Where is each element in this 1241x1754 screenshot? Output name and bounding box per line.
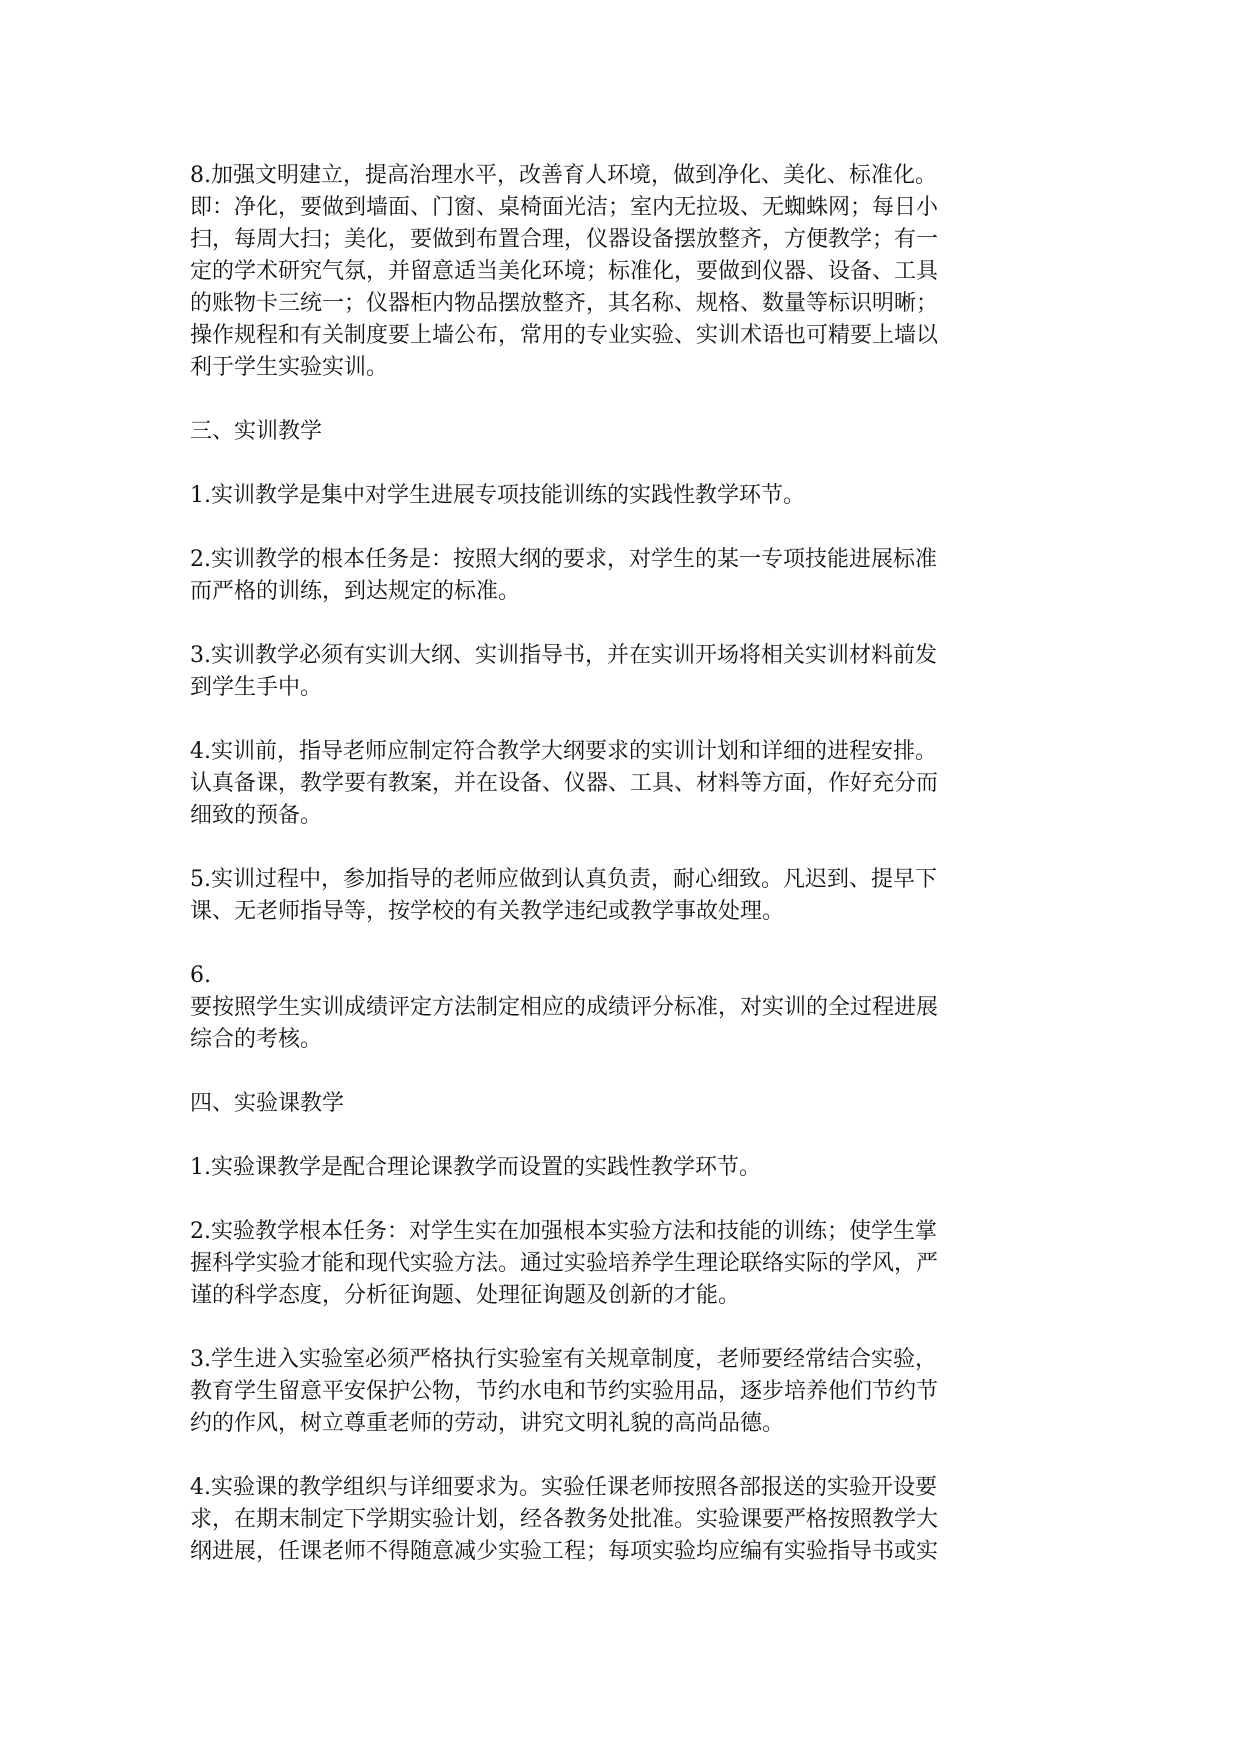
paragraph <box>190 160 1050 384</box>
paragraph <box>190 544 1050 608</box>
text-line: 课、无老师指导等，按学校的有关教学违纪或教学事故处理。 <box>190 899 785 924</box>
text-line: 综合的考核。 <box>190 1027 323 1052</box>
text-line: 扫，每周大扫；美化，要做到布置合理，仪器设备摆放整齐，方便教学；有一 <box>190 227 939 252</box>
text-line: 纲进展，任课老师不得随意减少实验工程；每项实验均应编有实验指导书或实 <box>190 1539 939 1564</box>
paragraph <box>190 480 1050 512</box>
text-line: 细致的预备。 <box>190 803 323 828</box>
text-line: 而严格的训练，到达规定的标准。 <box>190 579 521 604</box>
text-line: 求，在期末制定下学期实验计划，经各教务处批准。实验课要严格按照教学大 <box>190 1507 939 1532</box>
paragraph <box>190 1472 1050 1568</box>
section-heading <box>190 1088 1050 1120</box>
text-line: 定的学术研究气氛，并留意适当美化环境；标准化，要做到仪器、设备、工具 <box>190 259 939 284</box>
text-line: 到学生手中。 <box>190 675 323 700</box>
text-line: 教育学生留意平安保护公物，节约水电和节约实验用品，逐步培养他们节约节 <box>190 1379 939 1404</box>
paragraph <box>190 1152 1050 1184</box>
text-line: 1.实训教学是集中对学生进展专项技能训练的实践性教学环节。 <box>190 483 805 508</box>
text-line: 四、实验课教学 <box>190 1091 345 1116</box>
paragraph <box>190 1216 1050 1312</box>
text-line: 谨的科学态度，分析征询题、处理征询题及创新的才能。 <box>190 1283 741 1308</box>
text-line: 要按照学生实训成绩评定方法制定相应的成绩评分标准，对实训的全过程进展 <box>190 995 939 1020</box>
text-line: 3.实训教学必须有实训大纲、实训指导书，并在实训开场将相关实训材料前发 <box>190 643 937 668</box>
text-line: 2.实训教学的根本任务是：按照大纲的要求，对学生的某一专项技能进展标准 <box>190 547 937 572</box>
text-line: 1.实验课教学是配合理论课教学而设置的实践性教学环节。 <box>190 1155 761 1180</box>
text-line: 2.实验教学根本任务：对学生实在加强根本实验方法和技能的训练；使学生掌 <box>190 1219 937 1244</box>
text-line: 操作规程和有关制度要上墙公布，常用的专业实验、实训术语也可精要上墙以 <box>190 323 939 348</box>
text-line: 利于学生实验实训。 <box>190 355 389 380</box>
paragraph <box>190 1344 1050 1440</box>
text-line: 5.实训过程中，参加指导的老师应做到认真负责，耐心细致。凡迟到、提早下 <box>190 867 937 892</box>
text-line: 8.加强文明建立，提高治理水平，改善育人环境，做到净化、美化、标准化。 <box>190 163 937 188</box>
text-line: 即：净化，要做到墙面、门窗、桌椅面光洁；室内无拉圾、无蜘蛛网；每日小 <box>190 195 939 220</box>
text-line: 4.实验课的教学组织与详细要求为。实验任课老师按照各部报送的实验开设要 <box>190 1475 937 1500</box>
paragraph <box>190 640 1050 704</box>
text-line: 认真备课，教学要有教案，并在设备、仪器、工具、材料等方面，作好充分而 <box>190 771 939 796</box>
paragraph <box>190 864 1050 928</box>
text-line: 的账物卡三统一；仪器柜内物品摆放整齐，其名称、规格、数量等标识明晰； <box>190 291 939 316</box>
text-line: 3.学生进入实验室必须严格执行实验室有关规章制度，老师要经常结合实验， <box>190 1347 937 1372</box>
document-page <box>190 160 1050 1600</box>
text-line: 握科学实验才能和现代实验方法。通过实验培养学生理论联络实际的学风，严 <box>190 1251 939 1276</box>
section-heading <box>190 416 1050 448</box>
text-line: 4.实训前，指导老师应制定符合教学大纲要求的实训计划和详细的进程安排。 <box>190 739 937 764</box>
paragraph <box>190 736 1050 832</box>
text-line: 约的作风，树立尊重老师的劳动，讲究文明礼貌的高尚品德。 <box>190 1411 785 1436</box>
paragraph <box>190 960 1050 1056</box>
text-line: 6. <box>190 963 211 988</box>
text-line: 三、实训教学 <box>190 419 323 444</box>
